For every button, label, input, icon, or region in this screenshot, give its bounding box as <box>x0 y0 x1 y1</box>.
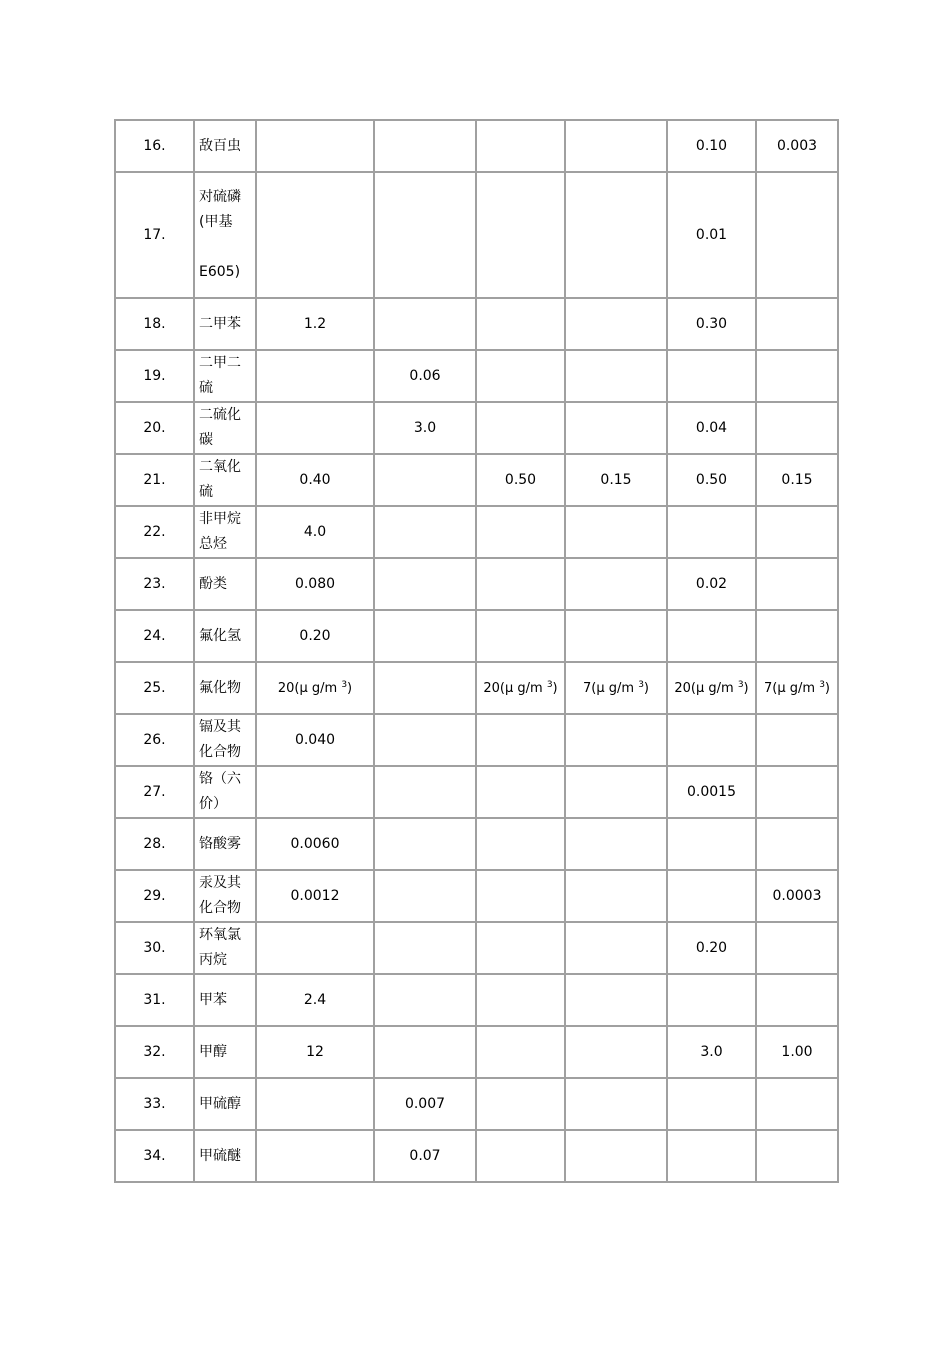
limit-value-col3 <box>476 172 565 298</box>
limit-value-col2: 0.06 <box>374 350 476 402</box>
row-number: 25. <box>115 662 194 714</box>
limit-value-col4 <box>565 558 667 610</box>
limit-value-col3 <box>476 714 565 766</box>
limit-value-col2 <box>374 1026 476 1078</box>
table-row <box>115 506 838 558</box>
limit-value-col6 <box>756 402 838 454</box>
limit-value-col2 <box>374 870 476 922</box>
table-row <box>115 120 838 172</box>
limit-value-col1: 4.0 <box>256 506 374 558</box>
limit-value-col5 <box>667 610 756 662</box>
table-row <box>115 870 838 922</box>
limit-value-col4 <box>565 610 667 662</box>
limit-value-col1 <box>256 172 374 298</box>
limit-value-col3: 20(μ g/m $^3$) <box>476 662 565 714</box>
limit-value-col1 <box>256 766 374 818</box>
pollutant-name: 二硫化 碳 <box>194 402 256 454</box>
limit-value-col2 <box>374 558 476 610</box>
limit-value-col5: 0.01 <box>667 172 756 298</box>
limit-value-col1: 0.0060 <box>256 818 374 870</box>
limit-value-col5 <box>667 1130 756 1182</box>
row-number: 31. <box>115 974 194 1026</box>
limit-value-col6 <box>756 298 838 350</box>
limit-value-col2 <box>374 120 476 172</box>
limit-value-col1 <box>256 1078 374 1130</box>
limit-value-col1: 2.4 <box>256 974 374 1026</box>
limit-value-col1 <box>256 402 374 454</box>
limit-value-col2: 0.07 <box>374 1130 476 1182</box>
limit-value-col2 <box>374 818 476 870</box>
limit-value-col3 <box>476 610 565 662</box>
limit-value-col3 <box>476 1026 565 1078</box>
table-row <box>115 558 838 610</box>
limit-value-col1 <box>256 1130 374 1182</box>
limit-value-col2: 3.0 <box>374 402 476 454</box>
limit-value-col6: 0.0003 <box>756 870 838 922</box>
limit-value-col3 <box>476 818 565 870</box>
limit-value-col1: 0.40 <box>256 454 374 506</box>
pollutant-name: 甲苯 <box>194 974 256 1026</box>
limit-value-col4 <box>565 350 667 402</box>
limit-value-col2 <box>374 974 476 1026</box>
limit-value-col3 <box>476 558 565 610</box>
limit-value-col4 <box>565 402 667 454</box>
row-number: 21. <box>115 454 194 506</box>
limit-value-col3: 0.50 <box>476 454 565 506</box>
limit-value-col6 <box>756 922 838 974</box>
pollutant-name: 氟化氢 <box>194 610 256 662</box>
limit-value-col6 <box>756 974 838 1026</box>
pollutant-name: 酚类 <box>194 558 256 610</box>
table-row <box>115 1130 838 1182</box>
limit-value-col5: 3.0 <box>667 1026 756 1078</box>
limit-value-col6: 0.003 <box>756 120 838 172</box>
pollutant-name: 环氧氯 丙烷 <box>194 922 256 974</box>
limit-value-col2 <box>374 714 476 766</box>
limit-value-col4: 7(μ g/m $^3$) <box>565 662 667 714</box>
row-number: 24. <box>115 610 194 662</box>
limit-value-col1 <box>256 922 374 974</box>
table-row <box>115 714 838 766</box>
row-number: 28. <box>115 818 194 870</box>
limit-value-col6: 1.00 <box>756 1026 838 1078</box>
limit-value-col6 <box>756 714 838 766</box>
row-number: 23. <box>115 558 194 610</box>
pollutant-name: 非甲烷 总烃 <box>194 506 256 558</box>
limit-value-col6 <box>756 766 838 818</box>
limit-value-col6: 7(μ g/m $^3$) <box>756 662 838 714</box>
limit-value-col3 <box>476 1130 565 1182</box>
limit-value-col4 <box>565 818 667 870</box>
limit-value-col3 <box>476 1078 565 1130</box>
limit-value-col5 <box>667 350 756 402</box>
limit-value-col5 <box>667 818 756 870</box>
limit-value-col4 <box>565 1026 667 1078</box>
row-number: 27. <box>115 766 194 818</box>
limit-value-col6 <box>756 818 838 870</box>
table-body <box>115 120 838 1182</box>
pollutant-name: 敌百虫 <box>194 120 256 172</box>
limit-value-col5 <box>667 714 756 766</box>
limit-value-col1 <box>256 350 374 402</box>
limit-value-col1: 20(μ g/m $^3$) <box>256 662 374 714</box>
pollutant-name: 氟化物 <box>194 662 256 714</box>
limit-value-col6: 0.15 <box>756 454 838 506</box>
limit-value-col4 <box>565 974 667 1026</box>
row-number: 33. <box>115 1078 194 1130</box>
limit-value-col4 <box>565 1078 667 1130</box>
limit-value-col4 <box>565 172 667 298</box>
limit-value-col5 <box>667 870 756 922</box>
table-row <box>115 610 838 662</box>
row-number: 22. <box>115 506 194 558</box>
row-number: 20. <box>115 402 194 454</box>
limit-value-col3 <box>476 766 565 818</box>
limit-value-col5: 0.50 <box>667 454 756 506</box>
pollutant-name: 对硫磷 (甲基 E605) <box>194 172 256 298</box>
pollutant-name: 二氧化 硫 <box>194 454 256 506</box>
limit-value-col2 <box>374 766 476 818</box>
limit-value-col3 <box>476 120 565 172</box>
row-number: 18. <box>115 298 194 350</box>
limit-value-col3 <box>476 922 565 974</box>
table-row <box>115 1078 838 1130</box>
limit-value-col1: 1.2 <box>256 298 374 350</box>
limit-value-col2 <box>374 922 476 974</box>
row-number: 32. <box>115 1026 194 1078</box>
limit-value-col3 <box>476 350 565 402</box>
limit-value-col5 <box>667 1078 756 1130</box>
table-row <box>115 454 838 506</box>
table-row <box>115 402 838 454</box>
limit-value-col6 <box>756 350 838 402</box>
limit-value-col5 <box>667 506 756 558</box>
limit-value-col5: 0.02 <box>667 558 756 610</box>
limit-value-col2: 0.007 <box>374 1078 476 1130</box>
table-row <box>115 974 838 1026</box>
limit-value-col6 <box>756 1078 838 1130</box>
limit-value-col2 <box>374 506 476 558</box>
table-row <box>115 766 838 818</box>
limit-value-col3 <box>476 402 565 454</box>
table-row <box>115 350 838 402</box>
limit-value-col1: 0.040 <box>256 714 374 766</box>
limit-value-col2 <box>374 610 476 662</box>
limit-value-col4 <box>565 922 667 974</box>
pollutant-name: 汞及其 化合物 <box>194 870 256 922</box>
pollutant-name: 二甲二 硫 <box>194 350 256 402</box>
row-number: 29. <box>115 870 194 922</box>
limit-value-col2 <box>374 454 476 506</box>
limit-value-col6 <box>756 1130 838 1182</box>
limit-value-col2 <box>374 172 476 298</box>
row-number: 30. <box>115 922 194 974</box>
pollutant-name: 甲硫醇 <box>194 1078 256 1130</box>
limit-value-col2 <box>374 662 476 714</box>
limit-value-col5: 0.0015 <box>667 766 756 818</box>
limit-value-col3 <box>476 506 565 558</box>
limit-value-col4: 0.15 <box>565 454 667 506</box>
limit-value-col4 <box>565 120 667 172</box>
pollutant-limits-table <box>114 119 839 1183</box>
limit-value-col4 <box>565 1130 667 1182</box>
row-number: 17. <box>115 172 194 298</box>
limit-value-col1: 0.0012 <box>256 870 374 922</box>
limit-value-col5 <box>667 974 756 1026</box>
limit-value-col4 <box>565 766 667 818</box>
table-row <box>115 172 838 298</box>
pollutant-name: 甲硫醚 <box>194 1130 256 1182</box>
table-row <box>115 818 838 870</box>
limit-value-col5: 0.10 <box>667 120 756 172</box>
row-number: 19. <box>115 350 194 402</box>
limit-value-col4 <box>565 714 667 766</box>
limit-value-col4 <box>565 870 667 922</box>
limit-value-col1: 0.20 <box>256 610 374 662</box>
limit-value-col6 <box>756 506 838 558</box>
pollutant-name: 甲醇 <box>194 1026 256 1078</box>
table-row <box>115 662 838 714</box>
row-number: 16. <box>115 120 194 172</box>
pollutant-name: 二甲苯 <box>194 298 256 350</box>
limit-value-col1: 12 <box>256 1026 374 1078</box>
row-number: 34. <box>115 1130 194 1182</box>
limit-value-col5: 20(μ g/m $^3$) <box>667 662 756 714</box>
limit-value-col6 <box>756 558 838 610</box>
limit-value-col3 <box>476 974 565 1026</box>
limit-value-col5: 0.30 <box>667 298 756 350</box>
limit-value-col3 <box>476 298 565 350</box>
table-row <box>115 922 838 974</box>
limit-value-col4 <box>565 506 667 558</box>
pollutant-name: 镉及其 化合物 <box>194 714 256 766</box>
limit-value-col2 <box>374 298 476 350</box>
table-row <box>115 1026 838 1078</box>
limit-value-col1: 0.080 <box>256 558 374 610</box>
limit-value-col5: 0.20 <box>667 922 756 974</box>
limit-value-col6 <box>756 610 838 662</box>
limit-value-col4 <box>565 298 667 350</box>
pollutant-name: 铬（六 价） <box>194 766 256 818</box>
limit-value-col1 <box>256 120 374 172</box>
table-row <box>115 298 838 350</box>
pollutant-name: 铬酸雾 <box>194 818 256 870</box>
limit-value-col3 <box>476 870 565 922</box>
row-number: 26. <box>115 714 194 766</box>
limit-value-col6 <box>756 172 838 298</box>
limit-value-col5: 0.04 <box>667 402 756 454</box>
